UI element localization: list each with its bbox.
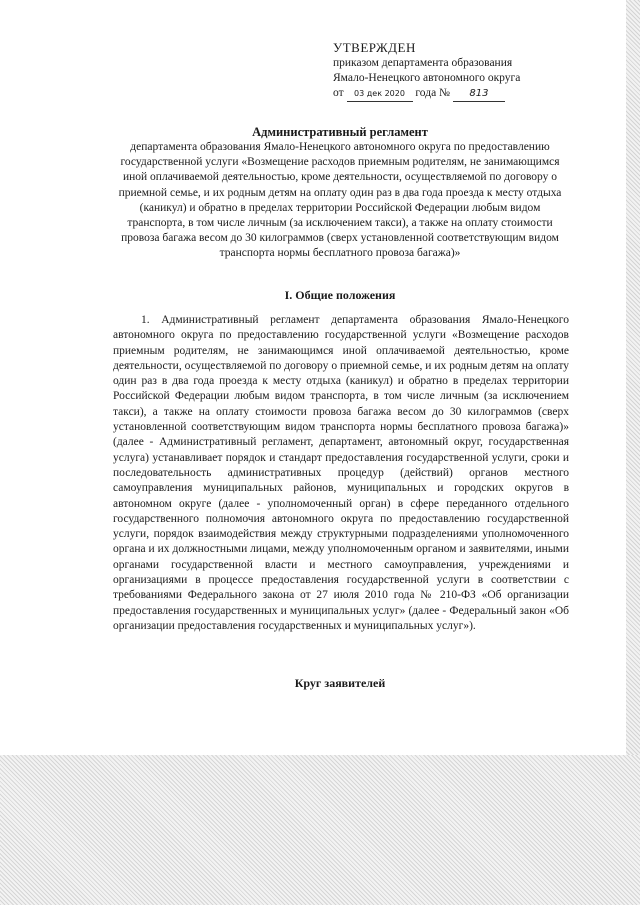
approval-date-line <box>333 86 573 102</box>
paragraph-1: 1. Административный регламент департамента образования Ямало-Ненецкого автономного округа по предоставлению государственной услуги «Возмещение расходов приемным родителям, не занимающимся иной оплачиваемой деятельностью, кроме деятельности, осуществляемой по договору о приемной семье, и их родным детям на оплату один раз в два года проезда к месту отдыха (каникул) и обратно в пределах территории Российской Федерации любым видом транспорта, в том числе личным (за исключением такси), а также на оплату стоимости провоза багажа весом до 30 килограммов (сверх установленной соответствующим видом транспорта нормы бесплатного провоза багажа)» (далее - Административный регламент, департамент, автономный округ, государственная услуга) устанавливает порядок и стандарт предоставления государственной услуги, сроки и последовательность административных процедур (действий) органов местного самоуправления муниципальных районов, муниципальных и городских округов в автономном округе (далее - уполномоченный орган) в сфере переданного отдельного государственного полномочия автономного округа по предоставлению государственной услуги, порядок взаимодействия между структурными подразделениями уполномоченного органа и их должностными лицами, между уполномоченным органом и заявителями, иными органами государственной власти и местного самоуправления, учреждениями и организациями в процессе предоставления государственной услуги в соответствии с требованиями Федерального закона от 27 июля 2010 года № 210-ФЗ «Об организации предоставления государственных и муниципальных услуг» (далее - Федеральный закон «Об организации предоставления государственных и муниципальных услуг»). <box>113 314 569 632</box>
document-subtitle: департамента образования Ямало-Ненецкого автономного округа по предоставлению государственной услуги «Возмещение расходов приемным родителям, не занимающимся иной оплачиваемой деятельностью, кроме деятельности, осуществляемой по договору о приемной семье, и их родным детям на оплату один раз в два года проезда к месту отдыха (каникул) и обратно в пределах территории Российской Федерации любым видом транспорта, в том числе личным (за исключением такси), а также на оплату стоимости провоза багажа весом до 30 килограммов (сверх установленной соответствующим видом транспорта нормы бесплатного провоза багажа)» <box>118 141 562 260</box>
approval-number-value: 813 <box>453 86 505 102</box>
approval-line-order: приказом департамента образования <box>333 57 513 69</box>
approval-from-label: от <box>333 87 344 99</box>
scan-border-bottom <box>0 755 640 905</box>
section-heading-applicants: Круг заявителей <box>294 676 386 690</box>
approval-block <box>333 40 573 102</box>
section-heading-general: I. Общие положения <box>284 288 396 302</box>
approval-date-value: 03 дек 2020 <box>347 86 413 102</box>
approval-year-label: года № <box>415 87 451 99</box>
document-title: Административный регламент <box>252 125 428 139</box>
approval-line-region: Ямало-Ненецкого автономного округа <box>333 72 521 84</box>
approval-heading: УТВЕРЖДЕН <box>333 40 416 55</box>
